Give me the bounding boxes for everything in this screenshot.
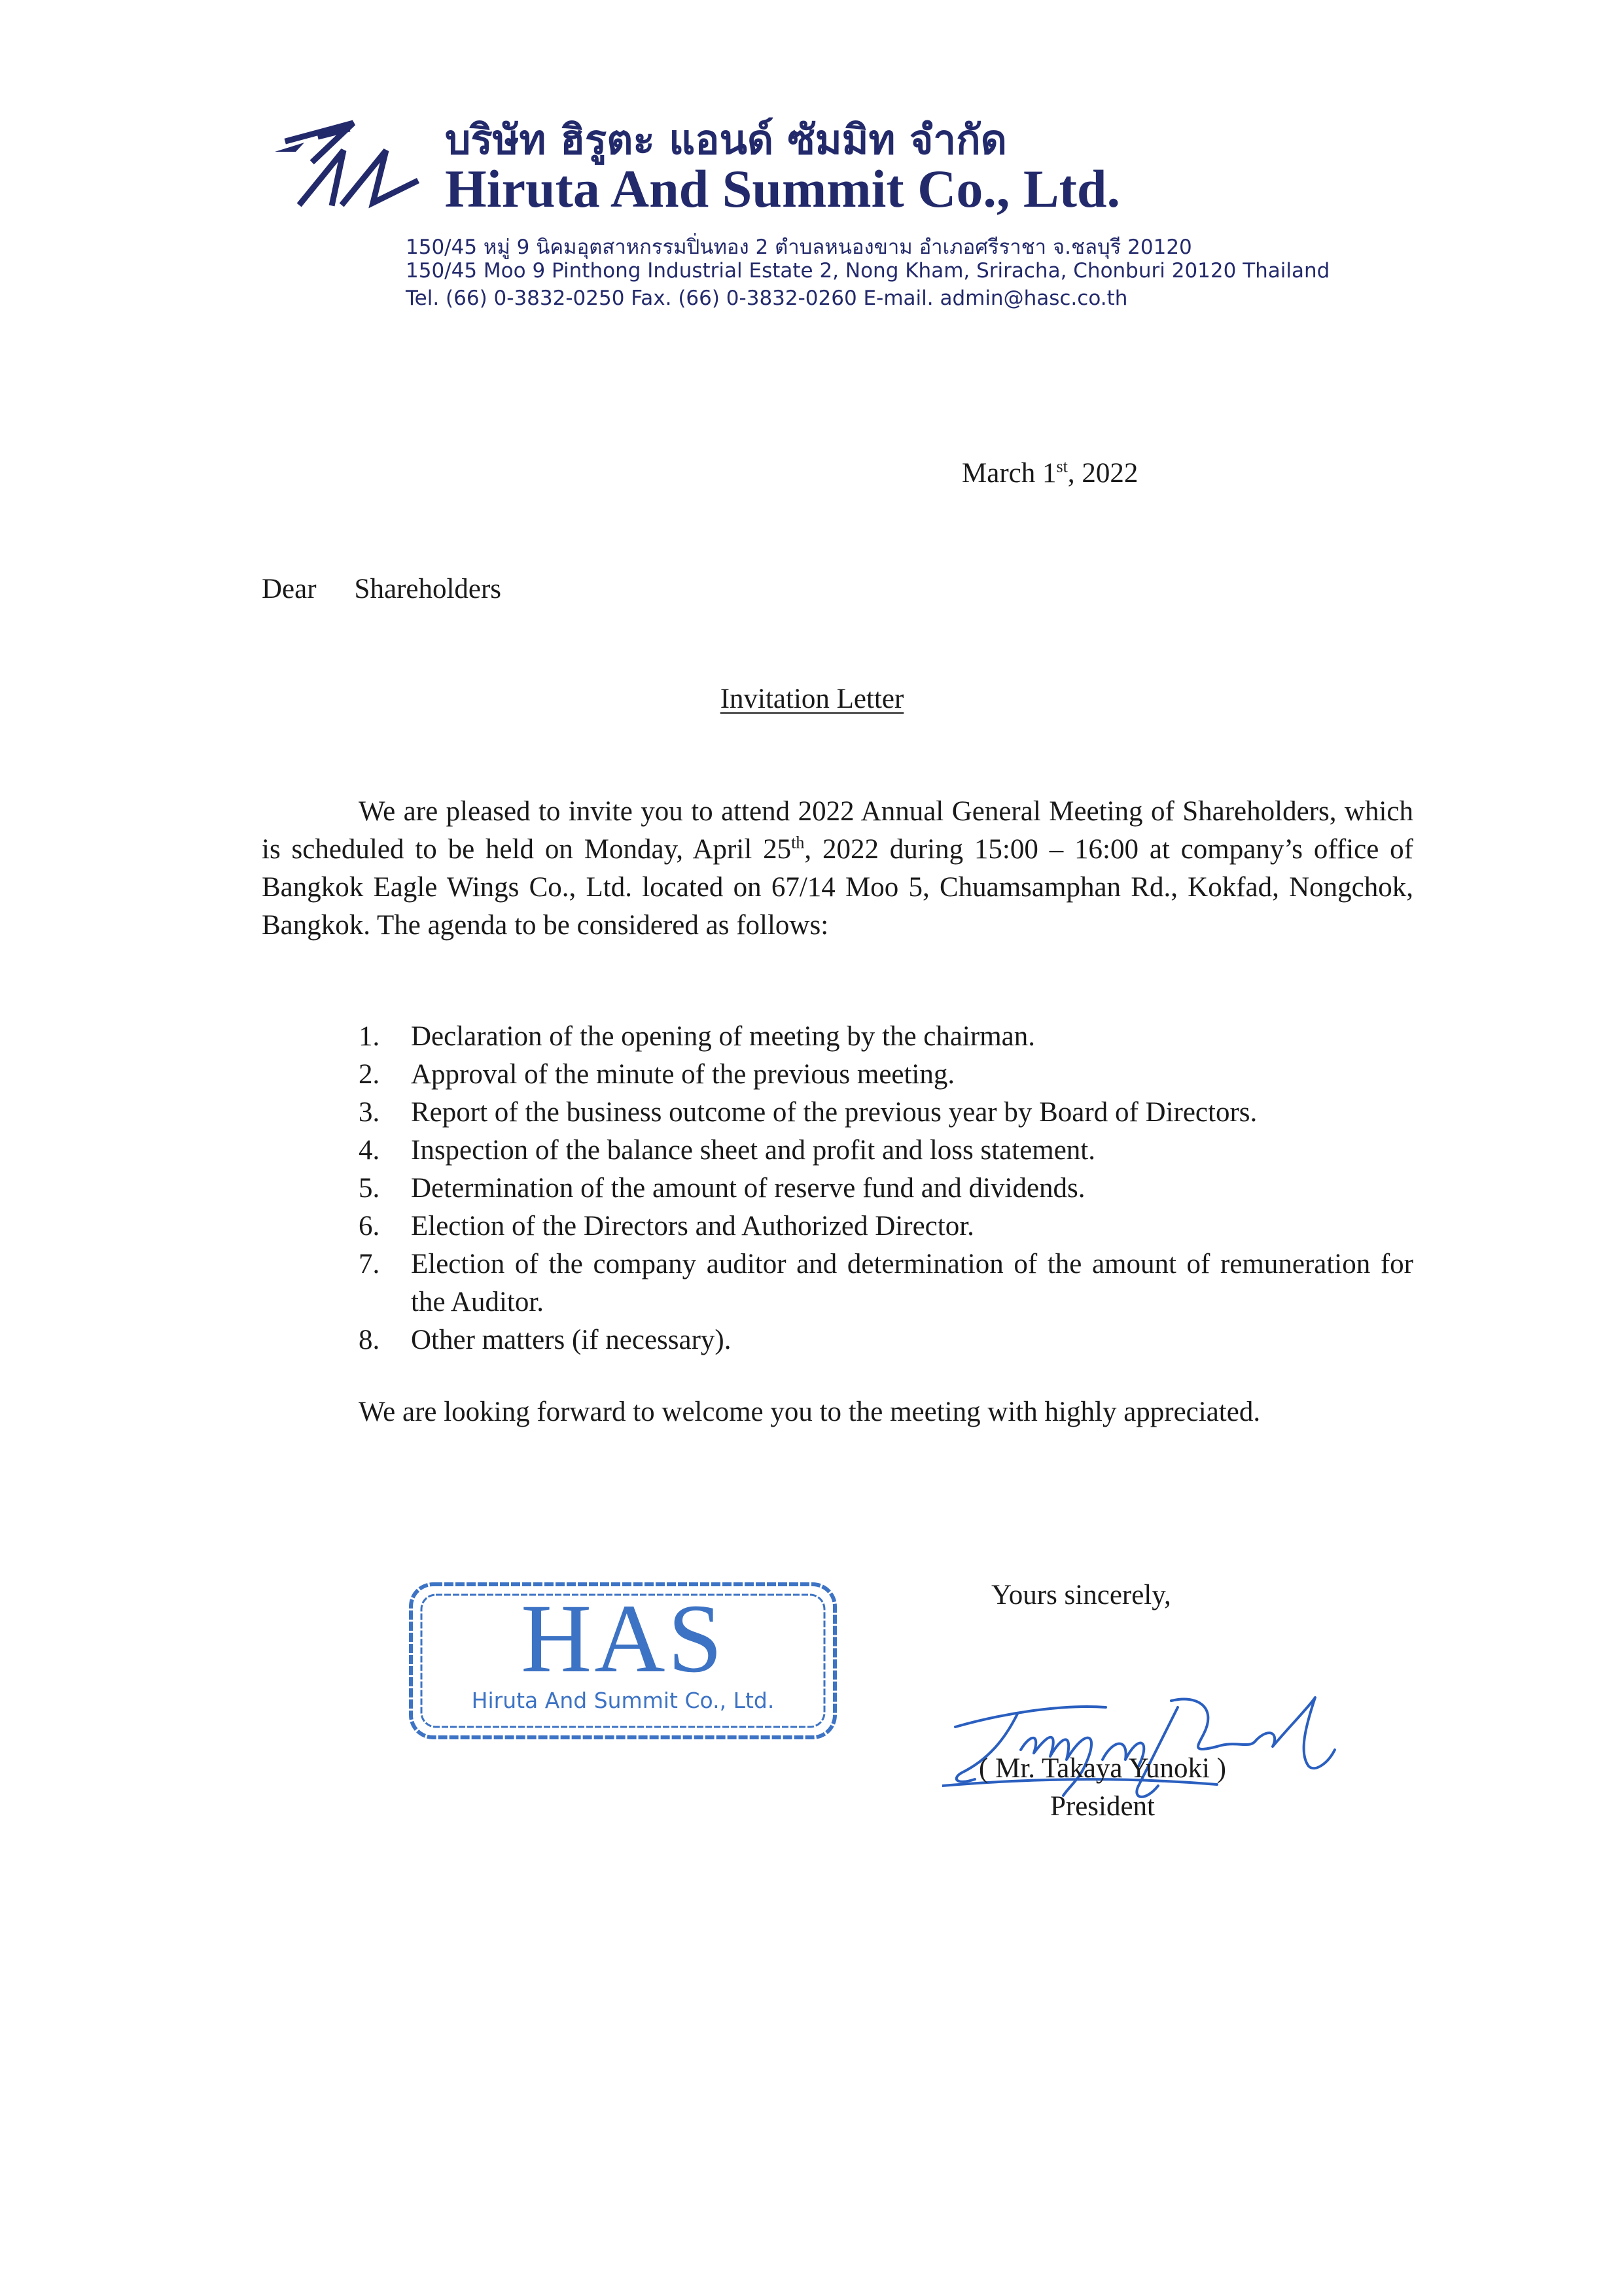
- agenda-number: 2.: [359, 1059, 380, 1090]
- date-prefix: March 1: [962, 458, 1057, 489]
- agenda-number: 3.: [359, 1097, 380, 1128]
- subject-text: Invitation Letter: [720, 684, 904, 714]
- agenda-text: Determination of the amount of reserve fund and dividends.: [411, 1173, 1086, 1204]
- agenda-number: 4.: [359, 1135, 380, 1166]
- agenda-item: [359, 1245, 1413, 1321]
- letter-date: [962, 455, 1138, 493]
- agenda-text: Report of the business outcome of the previous year by Board of Directors.: [411, 1097, 1258, 1128]
- agenda-number: 8.: [359, 1325, 380, 1355]
- closing-sentence: We are looking forward to welcome you to the meeting with highly appreciated.: [359, 1397, 1261, 1427]
- company-logo-icon: [275, 105, 425, 219]
- agenda-text: Approval of the minute of the previous meeting.: [411, 1059, 955, 1090]
- contact-info: Tel. (66) 0-3832-0250 Fax. (66) 0-3832-0260 E-mail. admin@hasc.co.th: [406, 287, 1128, 310]
- agenda-list: [359, 1018, 1413, 1359]
- company-name-english: Hiruta And Summit Co., Ltd.: [445, 159, 1121, 218]
- recipient: Shareholders: [354, 574, 502, 604]
- date-ordinal: st: [1056, 457, 1068, 476]
- agenda-item: [359, 1208, 1413, 1245]
- signer-position: President: [1050, 1791, 1156, 1822]
- agenda-text: Inspection of the balance sheet and profit and loss statement.: [411, 1135, 1096, 1166]
- agenda-text: Election of the company auditor and determination of the amount of remuneration for the Auditor.: [411, 1249, 1413, 1317]
- signer-name: ( Mr. Takaya Yunoki ): [979, 1753, 1226, 1784]
- agenda-number: 6.: [359, 1211, 380, 1242]
- intro-ordinal: th: [791, 833, 805, 852]
- agenda-item: [359, 1321, 1413, 1359]
- complimentary-close: Yours sincerely,: [991, 1580, 1171, 1610]
- agenda-number: 5.: [359, 1173, 380, 1204]
- agenda-text: Other matters (if necessary).: [411, 1325, 732, 1355]
- agenda-text: Declaration of the opening of meeting by the chairman.: [411, 1021, 1036, 1052]
- agenda-text: Election of the Directors and Authorized Director.: [411, 1211, 974, 1242]
- agenda-item: [359, 1056, 1413, 1094]
- agenda-number: 1.: [359, 1021, 380, 1052]
- letter-subject: [0, 680, 1624, 718]
- intro-part-2: , 2022 during 15:00 – 16:00 at company’s office of Bangkok Eagle Wings Co., Ltd. located on 67/14 Moo 5, Chuamsamphan Rd., Kokfad, Nongchok, Bangkok. The agenda to be considered as follows:: [262, 834, 1414, 941]
- agenda-item: [359, 1170, 1413, 1208]
- agenda-item: [359, 1018, 1413, 1056]
- address-english: 150/45 Moo 9 Pinthong Industrial Estate 2, Nong Kham, Sriracha, Chonburi 20120 Thailand: [406, 259, 1330, 283]
- agenda-item: [359, 1094, 1413, 1132]
- salutation: [262, 570, 501, 608]
- company-name-thai: บริษัท ฮิรูตะ แอนด์ ซัมมิท จำกัด: [445, 116, 1007, 164]
- intro-paragraph: [262, 793, 1413, 945]
- date-suffix: , 2022: [1067, 458, 1139, 489]
- stamp-company-name: Hiruta And Summit Co., Ltd.: [471, 1688, 775, 1713]
- intro-part-1: We are pleased to invite you to attend 2022 Annual General Meeting of Shareholders, which is scheduled to be held on Monday, April 25: [262, 796, 1413, 865]
- agenda-item: [359, 1132, 1413, 1170]
- agenda-number: 7.: [359, 1249, 380, 1279]
- stamp-abbreviation: HAS: [520, 1584, 726, 1693]
- address-thai: 150/45 หมู่ 9 นิคมอุตสาหกรรมปิ่นทอง 2 ตำบลหนองขาม อำเภอศรีราชา จ.ชลบุรี 20120: [406, 235, 1192, 259]
- salutation-word: Dear: [262, 574, 317, 604]
